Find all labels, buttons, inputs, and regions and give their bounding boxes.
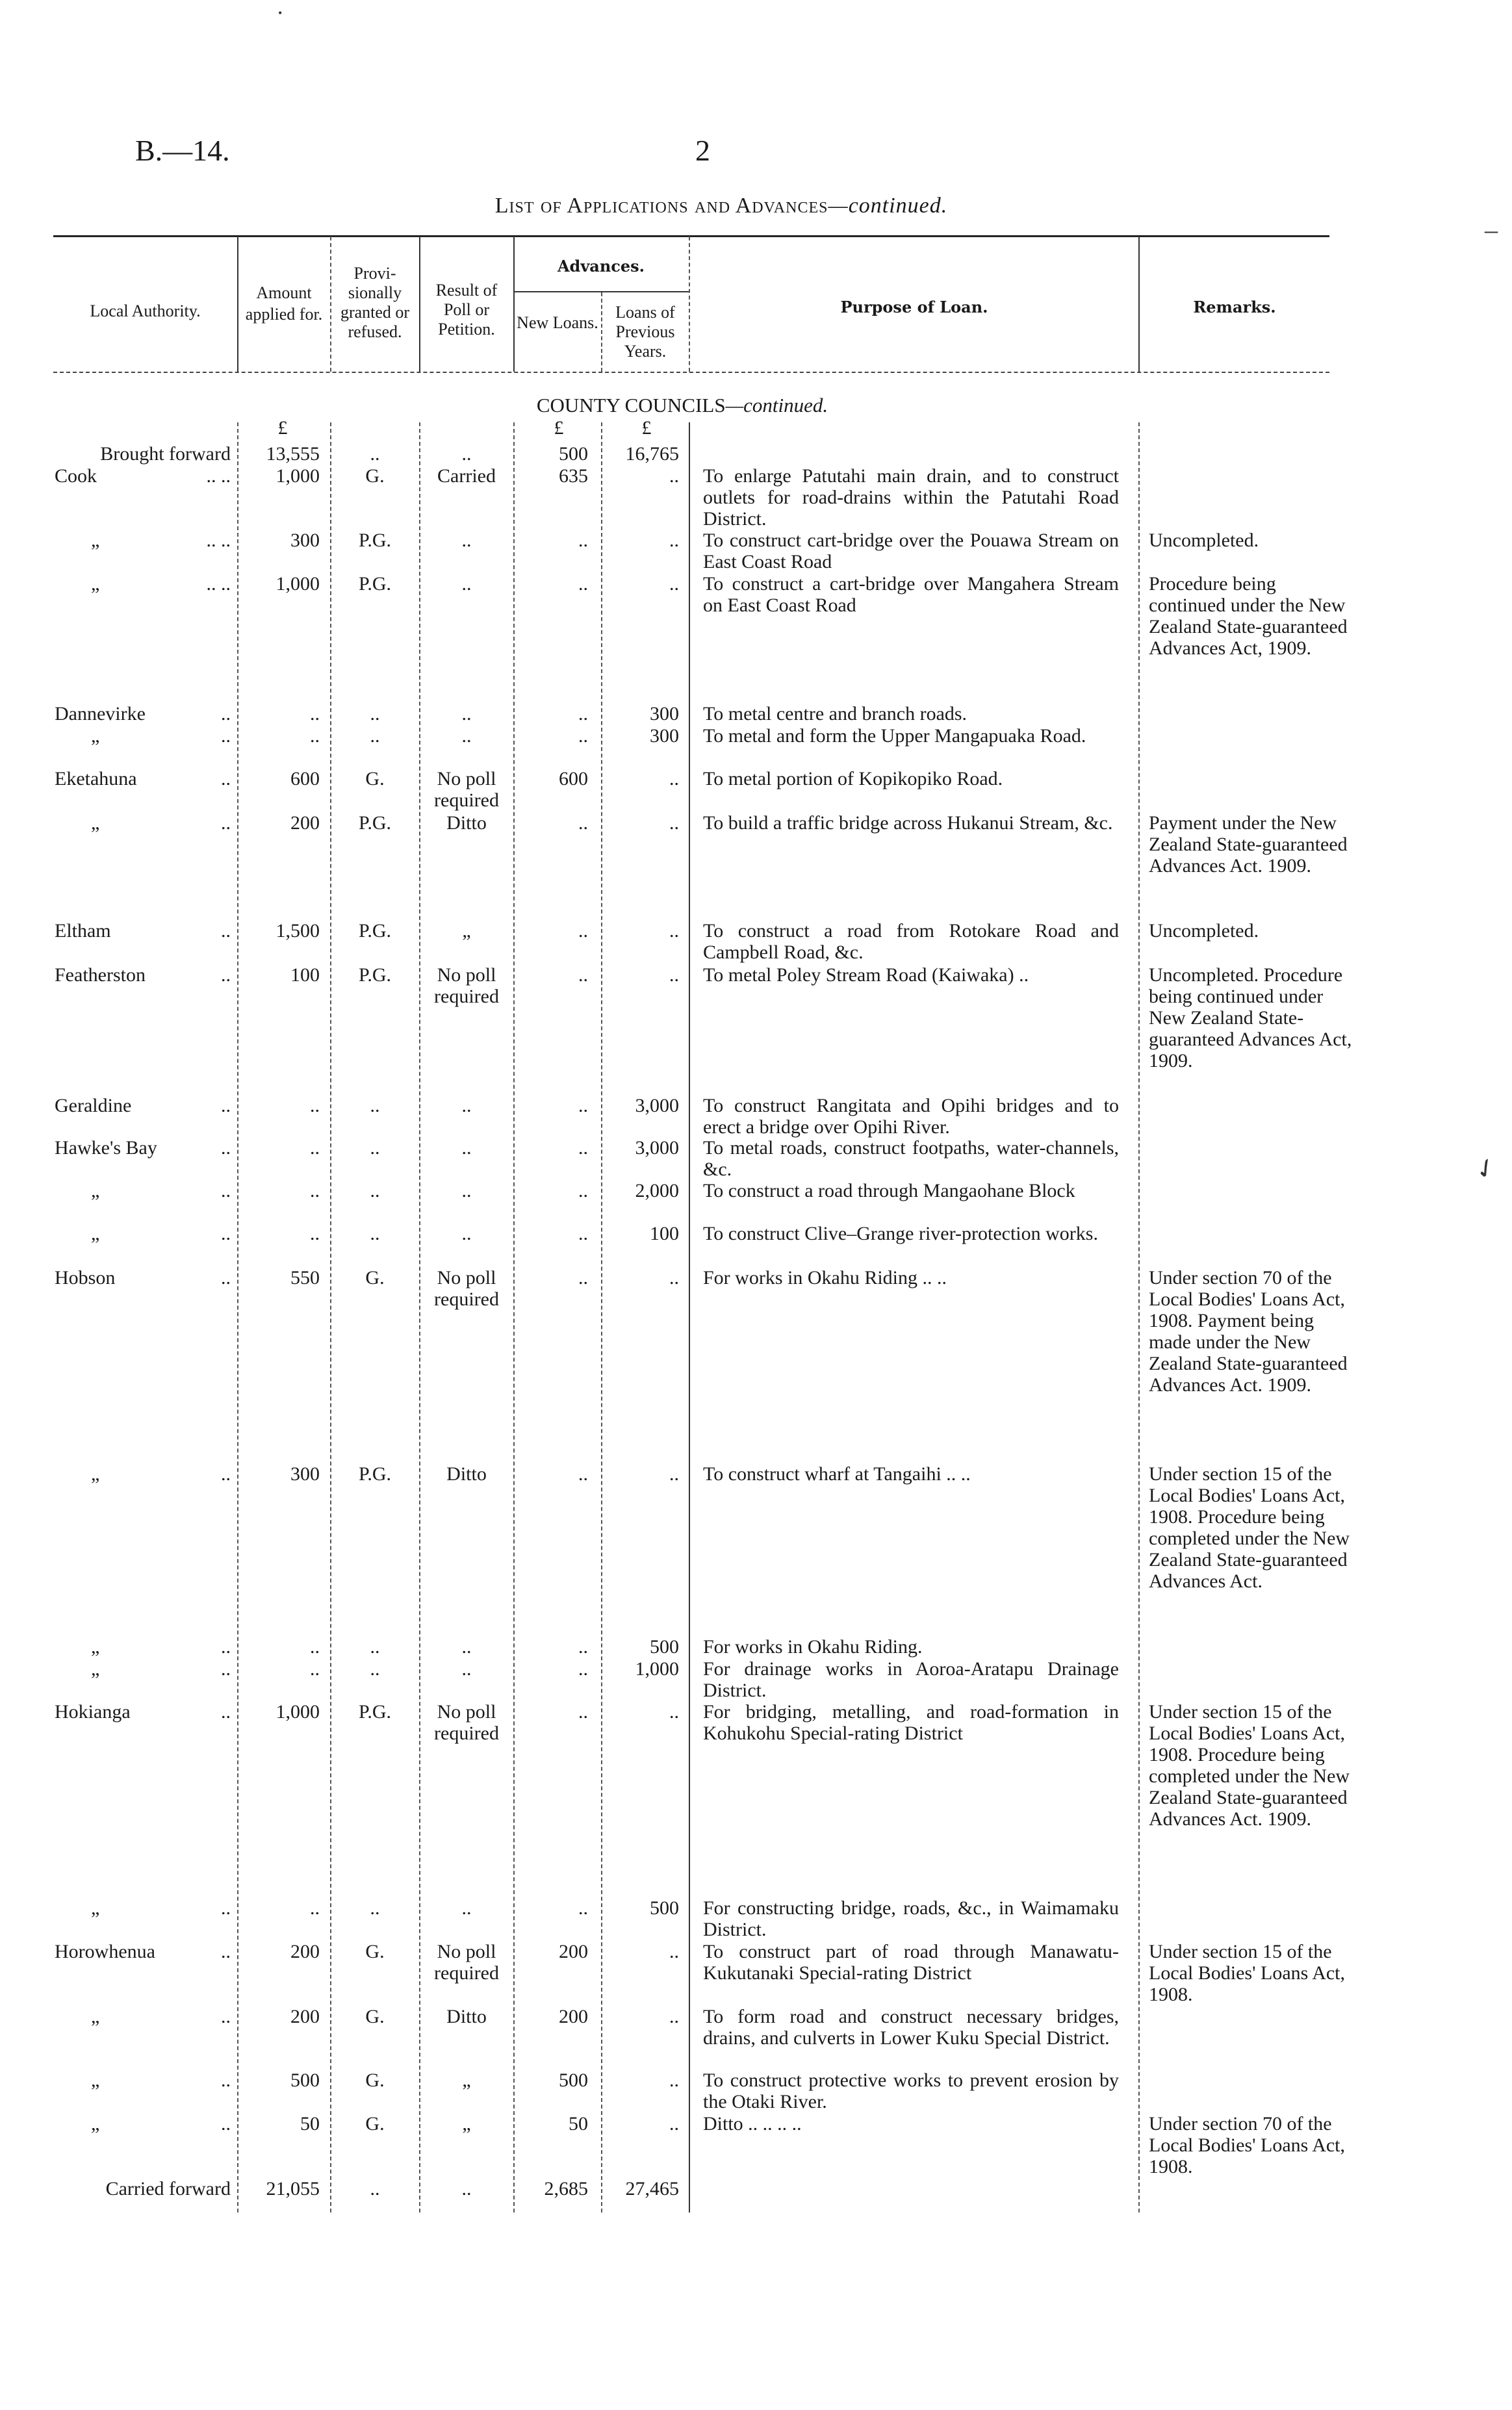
row-prev-loans: 3,000: [635, 1095, 679, 1116]
row-result: ..: [461, 1180, 472, 1201]
header-sep: [419, 237, 420, 372]
row-prev-loans: ..: [669, 465, 679, 487]
row-authority: Cook: [55, 465, 97, 487]
header-sep: [601, 292, 602, 372]
row-authority: „: [91, 812, 100, 834]
row-new-loans: ..: [578, 725, 588, 747]
row-purpose: To enlarge Patutahi main drain, and to construct outlets for road-drains within the Patutahi Road District.: [703, 465, 1119, 530]
row-amount: 300: [290, 1463, 320, 1485]
row-amount: 1,000: [275, 1701, 320, 1723]
row-authority-leader: .. ..: [206, 530, 231, 551]
row-provisional: G.: [365, 1267, 385, 1288]
row-purpose: To construct protective works to prevent erosion by the Otaki River.: [703, 2070, 1119, 2112]
row-prev-loans: 500: [650, 1636, 679, 1658]
row-amount: 13,555: [266, 443, 320, 465]
row-result: No poll required: [434, 964, 499, 1007]
row-amount: ..: [310, 1636, 320, 1658]
row-result: No poll required: [434, 1267, 499, 1310]
row-provisional: P.G.: [358, 530, 392, 551]
row-amount: ..: [310, 1137, 320, 1159]
row-new-loans: ..: [578, 1897, 588, 1919]
row-new-loans: ..: [578, 1267, 588, 1288]
row-remarks: Uncompleted. Procedure being continued under New Zealand State-guaranteed Advances Act, 1909.: [1149, 964, 1352, 1071]
body-sep: [689, 422, 690, 2212]
row-authority-leader: .. ..: [206, 465, 231, 487]
row-amount: 550: [290, 1267, 320, 1288]
row-authority: Carried forward: [105, 2178, 231, 2199]
row-provisional: G.: [365, 768, 385, 789]
row-new-loans: ..: [578, 1636, 588, 1658]
row-new-loans: ..: [578, 964, 588, 986]
row-authority: Brought forward: [100, 443, 231, 465]
row-provisional: G.: [365, 1941, 385, 1962]
row-authority: „: [91, 725, 100, 747]
row-authority-leader: ..: [221, 1701, 231, 1723]
table-title: [390, 194, 1053, 218]
row-purpose: To construct a road from Rotokare Road and Campbell Road, &c.: [703, 920, 1119, 963]
currency-prev: £: [641, 417, 652, 439]
row-prev-loans: ..: [669, 964, 679, 986]
body-sep: [419, 422, 420, 2212]
page-number: 2: [695, 134, 710, 167]
row-authority-leader: ..: [221, 1180, 231, 1201]
row-provisional: G.: [365, 465, 385, 487]
row-provisional: ..: [370, 725, 380, 747]
row-remarks: Under section 15 of the Local Bodies' Loans Act, 1908.: [1149, 1941, 1346, 2005]
row-prev-loans: 3,000: [635, 1137, 679, 1159]
col-new-loans: New Loans.: [517, 313, 598, 332]
row-result: Ditto: [446, 1463, 487, 1485]
row-authority-leader: ..: [221, 1941, 231, 1962]
row-authority: Horowhenua: [55, 1941, 155, 1962]
row-provisional: ..: [370, 2178, 380, 2199]
row-purpose: To construct part of road through Manawatu-Kukutanaki Special-rating District: [703, 1941, 1119, 1984]
row-result: Ditto: [446, 812, 487, 834]
row-result: ..: [461, 703, 472, 724]
row-remarks: Procedure being continued under the New Zealand State-guaranteed Advances Act, 1909.: [1149, 573, 1348, 659]
header-sep: [237, 237, 238, 372]
row-purpose: To build a traffic bridge across Hukanui Stream, &c.: [703, 812, 1113, 834]
col-remarks: Remarks.: [1193, 298, 1276, 316]
row-provisional: ..: [370, 1137, 380, 1159]
row-new-loans: 635: [559, 465, 588, 487]
row-authority-leader: ..: [221, 812, 231, 834]
row-provisional: P.G.: [358, 920, 392, 942]
row-provisional: P.G.: [358, 812, 392, 834]
row-purpose: To construct cart-bridge over the Pouawa Stream on East Coast Road: [703, 530, 1119, 572]
row-provisional: ..: [370, 1095, 380, 1116]
row-authority-leader: ..: [221, 1897, 231, 1919]
row-new-loans: 500: [559, 443, 588, 465]
row-new-loans: ..: [578, 1463, 588, 1485]
col-prev-loans: Loans of Previous Years.: [615, 303, 675, 361]
col-purpose: Purpose of Loan.: [840, 298, 988, 316]
row-authority: Geraldine: [55, 1095, 132, 1116]
row-amount: ..: [310, 703, 320, 724]
row-purpose: For bridging, metalling, and road-formation in Kohukohu Special-rating District: [703, 1701, 1119, 1744]
row-provisional: P.G.: [358, 964, 392, 986]
row-provisional: G.: [365, 2113, 385, 2134]
row-amount: ..: [310, 1897, 320, 1919]
currency-amount: £: [277, 417, 288, 439]
row-authority-leader: ..: [221, 2070, 231, 2091]
col-amount: [239, 282, 329, 325]
row-authority: „: [91, 1463, 100, 1485]
row-new-loans: ..: [578, 1180, 588, 1201]
col-result: Result of Poll or Petition.: [435, 281, 498, 339]
row-provisional: G.: [365, 2006, 385, 2027]
row-remarks: Under section 70 of the Local Bodies' Loans Act, 1908. Payment being made under the New Zealand State-guaranteed Advances Act. 1909.: [1149, 1267, 1348, 1396]
row-result: ..: [461, 443, 472, 465]
row-prev-loans: ..: [669, 920, 679, 942]
body-sep: [1138, 422, 1140, 2212]
row-purpose: To construct a cart-bridge over Mangahera Stream on East Coast Road: [703, 573, 1119, 616]
row-prev-loans: 1,000: [635, 1658, 679, 1680]
row-authority: „: [91, 1897, 100, 1919]
row-prev-loans: ..: [669, 812, 679, 834]
row-prev-loans: ..: [669, 1941, 679, 1962]
row-amount: 50: [300, 2113, 320, 2134]
row-new-loans: 200: [559, 1941, 588, 1962]
row-new-loans: 500: [559, 2070, 588, 2091]
row-new-loans: 50: [569, 2113, 588, 2134]
row-purpose: To form road and construct necessary bridges, drains, and culverts in Lower Kuku Special District.: [703, 2006, 1119, 2049]
row-purpose: To construct Rangitata and Opihi bridges and to erect a bridge over Opihi River.: [703, 1095, 1119, 1138]
row-purpose: For drainage works in Aoroa-Aratapu Drainage District.: [703, 1658, 1119, 1701]
row-amount: 200: [290, 812, 320, 834]
row-new-loans: ..: [578, 920, 588, 942]
col-provisional: Provi-sionally granted or refused.: [340, 264, 410, 341]
row-remarks: Uncompleted.: [1149, 530, 1259, 551]
row-amount: 21,055: [266, 2178, 320, 2199]
row-purpose: For works in Okahu Riding .. ..: [703, 1267, 947, 1288]
row-provisional: P.G.: [358, 1463, 392, 1485]
row-new-loans: ..: [578, 1701, 588, 1723]
col-amount-label: Amount applied for.: [245, 283, 323, 324]
row-provisional: ..: [370, 703, 380, 724]
row-purpose: To metal centre and branch roads.: [703, 703, 967, 724]
row-purpose: For works in Okahu Riding.: [703, 1636, 923, 1658]
row-prev-loans: 27,465: [625, 2178, 679, 2199]
row-authority: Eltham: [55, 920, 111, 942]
row-amount: 1,000: [275, 573, 320, 595]
row-amount: 1,500: [275, 920, 320, 942]
row-result: ..: [461, 725, 472, 747]
row-authority: Hokianga: [55, 1701, 131, 1723]
table-title-continued: —continued.: [828, 194, 948, 218]
row-purpose: To metal and form the Upper Mangapuaka Road.: [703, 725, 1086, 747]
row-authority-leader: ..: [221, 1636, 231, 1658]
row-purpose: To construct wharf at Tangaihi .. ..: [703, 1463, 971, 1485]
col-advances: Advances.: [557, 257, 645, 276]
row-new-loans: ..: [578, 1137, 588, 1159]
row-prev-loans: 300: [650, 703, 679, 724]
row-prev-loans: ..: [669, 2006, 679, 2027]
row-new-loans: 200: [559, 2006, 588, 2027]
row-purpose: To metal portion of Kopikopiko Road.: [703, 768, 1003, 789]
report-reference: B.—14.: [135, 134, 230, 167]
scan-mark: –: [1485, 215, 1498, 244]
table-title-main: List of Applications and Advances: [494, 194, 828, 218]
row-result: ..: [461, 1223, 472, 1244]
row-result: „: [462, 2070, 471, 2091]
row-provisional: ..: [370, 1897, 380, 1919]
row-purpose: To construct a road through Mangaohane Block: [703, 1180, 1075, 1201]
row-authority: „: [91, 573, 100, 595]
row-new-loans: 600: [559, 768, 588, 789]
row-authority-leader: ..: [221, 725, 231, 747]
row-amount: 300: [290, 530, 320, 551]
row-prev-loans: 2,000: [635, 1180, 679, 1201]
row-prev-loans: ..: [669, 1701, 679, 1723]
row-amount: 1,000: [275, 465, 320, 487]
row-result: No poll required: [434, 1701, 499, 1744]
row-prev-loans: ..: [669, 2113, 679, 2134]
row-authority-leader: ..: [221, 768, 231, 789]
row-prev-loans: ..: [669, 768, 679, 789]
row-provisional: P.G.: [358, 1701, 392, 1723]
row-amount: ..: [310, 725, 320, 747]
row-purpose: For constructing bridge, roads, &c., in Waimamaku District.: [703, 1897, 1119, 1940]
row-result: Carried: [437, 465, 496, 487]
row-authority: Hobson: [55, 1267, 116, 1288]
row-new-loans: ..: [578, 812, 588, 834]
row-prev-loans: 300: [650, 725, 679, 747]
row-authority: „: [91, 1223, 100, 1244]
row-result: ..: [461, 573, 472, 595]
row-result: „: [462, 2113, 471, 2134]
row-result: ..: [461, 1137, 472, 1159]
col-local-authority: Local Authority.: [90, 301, 201, 320]
body-sep: [601, 422, 602, 2212]
row-result: „: [462, 920, 471, 942]
row-authority: „: [91, 530, 100, 551]
row-provisional: ..: [370, 1658, 380, 1680]
row-authority: „: [91, 2070, 100, 2091]
row-authority-leader: ..: [221, 1137, 231, 1159]
row-provisional: P.G.: [358, 573, 392, 595]
row-authority-leader: ..: [221, 1223, 231, 1244]
row-result: ..: [461, 2178, 472, 2199]
row-new-loans: ..: [578, 1223, 588, 1244]
row-remarks: Under section 15 of the Local Bodies' Loans Act, 1908. Procedure being completed under the New Zealand State-guaranteed Advances Act. 1909.: [1149, 1701, 1350, 1830]
row-new-loans: ..: [578, 703, 588, 724]
row-purpose: To construct Clive–Grange river-protection works.: [703, 1223, 1098, 1244]
row-result: Ditto: [446, 2006, 487, 2027]
row-authority-leader: ..: [221, 920, 231, 942]
row-provisional: ..: [370, 443, 380, 465]
row-authority-leader: ..: [221, 2006, 231, 2027]
header-bottom-rule: [53, 372, 1329, 373]
row-remarks: Under section 15 of the Local Bodies' Loans Act, 1908. Procedure being completed under the New Zealand State-guaranteed Advances Act.: [1149, 1463, 1350, 1592]
row-authority: Hawke's Bay: [55, 1137, 157, 1159]
row-authority: „: [91, 2006, 100, 2027]
row-remarks: Payment under the New Zealand State-guaranteed Advances Act. 1909.: [1149, 812, 1348, 877]
row-authority-leader: ..: [221, 2113, 231, 2134]
scan-mark: ✓: [1468, 1150, 1503, 1187]
row-amount: 600: [290, 768, 320, 789]
row-amount: ..: [310, 1223, 320, 1244]
row-result: ..: [461, 1636, 472, 1658]
row-prev-loans: 16,765: [625, 443, 679, 465]
row-amount: ..: [310, 1095, 320, 1116]
header-sep: [330, 237, 331, 372]
row-purpose: To metal roads, construct footpaths, water-channels, &c.: [703, 1137, 1119, 1180]
row-provisional: ..: [370, 1636, 380, 1658]
row-prev-loans: ..: [669, 2070, 679, 2091]
body-sep: [330, 422, 331, 2212]
row-amount: 100: [290, 964, 320, 986]
row-prev-loans: ..: [669, 530, 679, 551]
row-result: ..: [461, 1095, 472, 1116]
section-name: COUNTY COUNCILS: [536, 394, 726, 417]
row-authority-leader: ..: [221, 1463, 231, 1485]
row-prev-loans: 100: [650, 1223, 679, 1244]
row-new-loans: 2,685: [544, 2178, 588, 2199]
currency-new: £: [554, 417, 564, 439]
row-authority: „: [91, 2113, 100, 2134]
row-result: ..: [461, 1658, 472, 1680]
row-authority: „: [91, 1658, 100, 1680]
body-sep: [237, 422, 238, 2212]
row-amount: ..: [310, 1180, 320, 1201]
row-amount: 500: [290, 2070, 320, 2091]
row-remarks: Under section 70 of the Local Bodies' Loans Act, 1908.: [1149, 2113, 1346, 2177]
row-result: ..: [461, 1897, 472, 1919]
section-continued: —continued.: [725, 394, 828, 417]
section-title: [455, 394, 910, 417]
row-amount: 200: [290, 1941, 320, 1962]
row-prev-loans: ..: [669, 573, 679, 595]
row-provisional: ..: [370, 1223, 380, 1244]
row-authority: Featherston: [55, 964, 146, 986]
row-prev-loans: ..: [669, 1463, 679, 1485]
row-remarks: Uncompleted.: [1149, 920, 1259, 942]
row-authority: „: [91, 1180, 100, 1201]
row-authority-leader: .. ..: [206, 573, 231, 595]
row-new-loans: ..: [578, 573, 588, 595]
row-authority-leader: ..: [221, 964, 231, 986]
row-prev-loans: 500: [650, 1897, 679, 1919]
row-result: No poll required: [434, 1941, 499, 1984]
row-authority: „: [91, 1636, 100, 1658]
row-purpose: To metal Poley Stream Road (Kaiwaka) ..: [703, 964, 1029, 986]
row-amount: 200: [290, 2006, 320, 2027]
row-authority-leader: ..: [221, 1267, 231, 1288]
row-prev-loans: ..: [669, 1267, 679, 1288]
row-provisional: ..: [370, 1180, 380, 1201]
row-provisional: G.: [365, 2070, 385, 2091]
body-sep: [513, 422, 515, 2212]
row-authority-leader: ..: [221, 1095, 231, 1116]
row-purpose: Ditto .. .. .. ..: [703, 2113, 802, 2134]
row-new-loans: ..: [578, 530, 588, 551]
row-authority: Dannevirke: [55, 703, 146, 724]
row-authority: Eketahuna: [55, 768, 137, 789]
row-authority-leader: ..: [221, 1658, 231, 1680]
row-authority-leader: ..: [221, 703, 231, 724]
row-result: ..: [461, 530, 472, 551]
scan-mark: •: [278, 6, 283, 19]
row-amount: ..: [310, 1658, 320, 1680]
row-new-loans: ..: [578, 1095, 588, 1116]
row-new-loans: ..: [578, 1658, 588, 1680]
row-result: No poll required: [434, 768, 499, 811]
